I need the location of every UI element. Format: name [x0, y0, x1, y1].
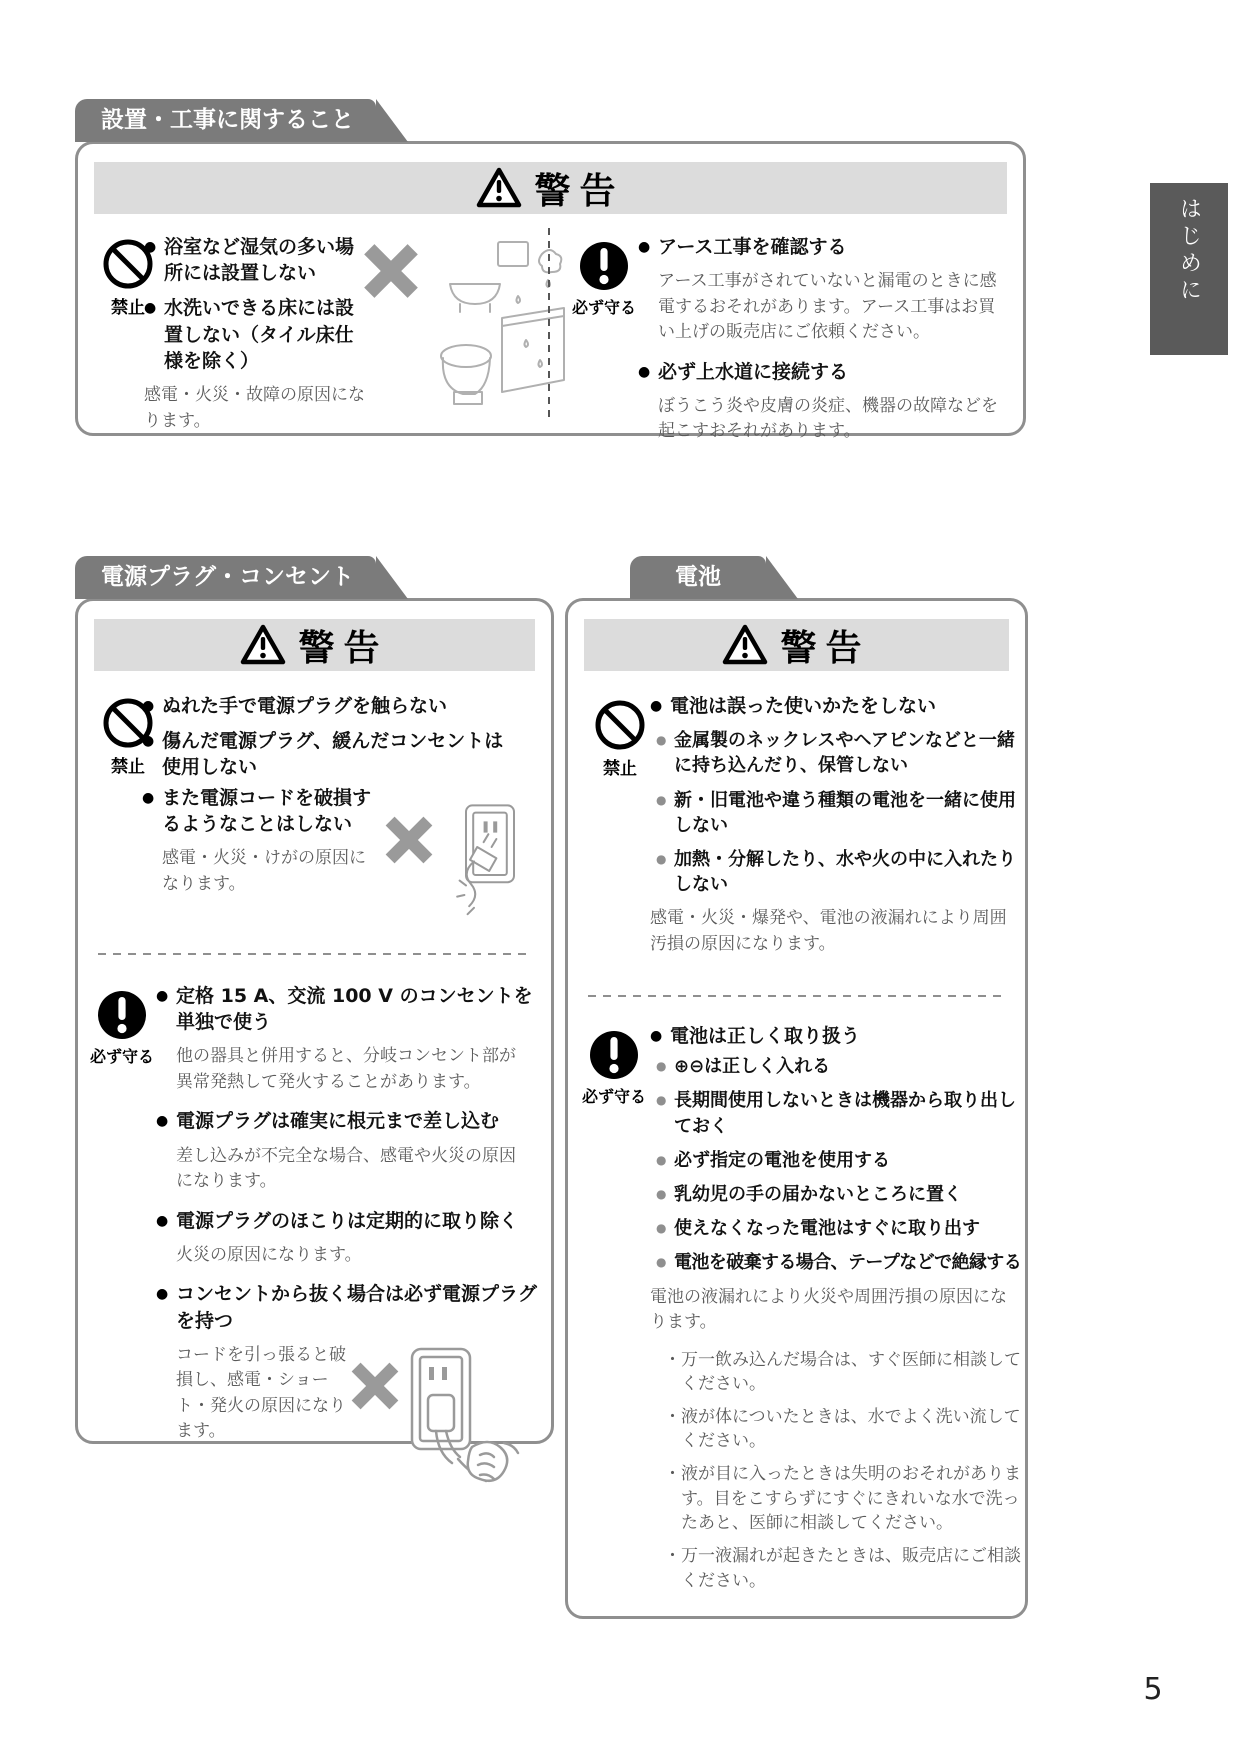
item-description: コードを引っ張ると破損し、感電・ショート・発火の原因になります。 — [176, 1344, 346, 1442]
item-description: ぼうこう炎や皮膚の炎症、機器の故障などを起こすおそれがあります。 — [658, 395, 998, 442]
mandatory-sign — [578, 1029, 650, 1107]
section-battery — [565, 598, 1028, 1619]
battery-mandatory-list — [650, 1023, 1022, 1601]
sub-item: ● 電池を破棄する場合、テープなどで絶縁する — [656, 1250, 1022, 1275]
hazard-note: 電池の液漏れにより火災や周囲汚損の原因になります。 — [650, 1286, 1007, 1333]
list-item: ● コンセントから抜く場合は必ず電源プラグを持つ — [156, 1281, 538, 1333]
list-item: ● 水洗いできる床には設置しない（タイル床仕様を除く） — [144, 295, 372, 374]
power-prohibited-list — [142, 693, 522, 939]
sub-item: ● 長期間使用しないときは機器から取り出しておく — [656, 1088, 1022, 1138]
cross-mark-icon — [382, 813, 436, 867]
section-tab-power-label: 電源プラグ・コンセント — [101, 564, 354, 590]
section-divider — [588, 995, 1006, 997]
sub-item: ● 加熱・分解したり、水や火の中に入れたりしない — [656, 847, 1016, 897]
mandatory-sign — [86, 989, 158, 1067]
installation-prohibited-list — [144, 234, 372, 434]
bathroom-illustration — [430, 240, 566, 412]
warning-triangle-icon — [722, 624, 768, 666]
section-installation — [75, 141, 1026, 442]
section-tab-installation-label: 設置・工事に関すること — [101, 107, 354, 133]
hazard-note: 感電・火災・故障の原因になります。 — [144, 385, 365, 431]
chapter-side-tab — [1150, 183, 1228, 355]
cross-mark-icon — [360, 240, 422, 302]
sub-item: ● 金属製のネックレスやヘアピンなどと一緒に持ち込んだり、保管しない — [656, 728, 1016, 778]
mandatory-icon — [578, 240, 630, 292]
sub-item: ● 乳幼児の手の届かないところに置く — [656, 1182, 1022, 1207]
warning-banner-label: 警告 — [534, 170, 625, 212]
section-tab-installation — [75, 99, 376, 142]
mandatory-label: 必ず守る — [581, 1087, 646, 1106]
installation-mandatory-list — [638, 234, 1006, 458]
list-item: ● ぬれた手で電源プラグを触らない — [142, 693, 522, 719]
item-description: 差し込みが不完全な場合、感電や火災の原因になります。 — [176, 1145, 516, 1192]
list-item-continued: ● また電源コードを破損するようなことはしない — [142, 785, 382, 837]
list-item: ● 定格 15 A、交流 100 V のコンセントを単独で使う — [156, 983, 538, 1035]
power-mandatory-detail-row — [156, 1343, 538, 1503]
battery-prohibited-sublist — [650, 728, 1016, 897]
prohibition-label: 禁止 — [603, 759, 637, 779]
caution-item: ・ 万一飲み込んだ場合は、すぐ医師に相談してください。 — [650, 1348, 1022, 1397]
caution-item: ・ 液が体についたときは、水でよく洗い流してください。 — [650, 1405, 1022, 1454]
warning-banner-label: 警告 — [298, 627, 389, 669]
battery-mandatory-sublist — [650, 1054, 1022, 1275]
mandatory-label: 必ず守る — [571, 298, 636, 317]
sub-item: ● 新・旧電池や違う種類の電池を一緒に使用しない — [656, 788, 1016, 838]
item-description: 他の器具と併用すると、分岐コンセント部が異常発熱して発火することがあります。 — [176, 1046, 516, 1092]
warning-banner-power — [94, 619, 535, 671]
battery-prohibited-list — [650, 693, 1016, 957]
sub-item: ● 必ず指定の電池を使用する — [656, 1148, 1022, 1173]
cross-mark-icon — [348, 1359, 402, 1413]
sub-item: ● 使えなくなった電池はすぐに取り出す — [656, 1216, 1022, 1241]
section-divider — [98, 953, 531, 955]
mandatory-icon — [96, 989, 148, 1041]
warning-banner-label: 警告 — [780, 627, 871, 669]
page-number: 5 — [1143, 1672, 1163, 1707]
item-description: アース工事がされていないと漏電のときに感電するおそれがあります。アース工事はお買い上げの販売店にご依頼ください。 — [658, 271, 997, 343]
sub-item: ● ⊕⊖は正しく入れる — [656, 1054, 1022, 1079]
power-prohibited-detail-text — [142, 785, 382, 897]
hazard-note: 感電・火災・爆発や、電池の液漏れにより周囲汚損の原因になります。 — [650, 908, 1007, 954]
mandatory-sign — [568, 240, 640, 318]
list-item: ● 浴室など湿気の多い場所には設置しない — [144, 234, 372, 286]
caution-item: ・ 万一液漏れが起きたときは、販売店にご相談ください。 — [650, 1544, 1022, 1593]
prohibition-sign — [584, 699, 656, 779]
section-tab-power — [75, 556, 376, 599]
list-item: ● アース工事を確認する — [638, 234, 1006, 260]
caution-item: ・ 液が目に入ったときは失明のおそれがあります。目をこすらずにすぐにきれいな水で洗ったあと、医師に相談してください。 — [650, 1462, 1022, 1536]
section-tab-battery-label: 電池 — [675, 564, 721, 590]
mandatory-icon — [588, 1029, 640, 1081]
hazard-note: 感電・火災・けがの原因になります。 — [162, 848, 366, 894]
pulling-cord-illustration — [406, 1343, 524, 1503]
list-item: ● 必ず上水道に接続する — [638, 359, 1006, 385]
power-mandatory-list — [156, 983, 538, 1503]
prohibition-label: 禁止 — [111, 757, 145, 777]
item-description: 火災の原因になります。 — [176, 1244, 362, 1265]
damaged-plug-illustration — [442, 787, 522, 939]
bathroom-illustration-block — [360, 240, 566, 412]
list-item: ● 傷んだ電源プラグ、緩んだコンセントは使用しない — [142, 728, 522, 780]
warning-banner-battery — [584, 619, 1009, 671]
prohibition-icon — [594, 699, 646, 751]
prohibition-label: 禁止 — [111, 298, 145, 318]
warning-triangle-icon — [240, 624, 286, 666]
warning-banner-installation — [94, 162, 1007, 214]
chapter-side-tab-label: はじめに — [1176, 197, 1202, 305]
warning-triangle-icon — [476, 167, 522, 209]
list-item: ● 電池は誤った使いかたをしない — [650, 693, 1016, 719]
list-item: ● 電源プラグは確実に根元まで差し込む — [156, 1108, 538, 1134]
section-power — [75, 598, 554, 1444]
list-item: ● 電源プラグのほこりは定期的に取り除く — [156, 1208, 538, 1234]
section-tab-battery — [630, 556, 766, 599]
mandatory-label: 必ず守る — [89, 1047, 154, 1066]
power-prohibited-detail-row — [142, 785, 522, 939]
list-item: ● 電池は正しく取り扱う — [650, 1023, 1022, 1049]
column-divider — [548, 228, 550, 422]
